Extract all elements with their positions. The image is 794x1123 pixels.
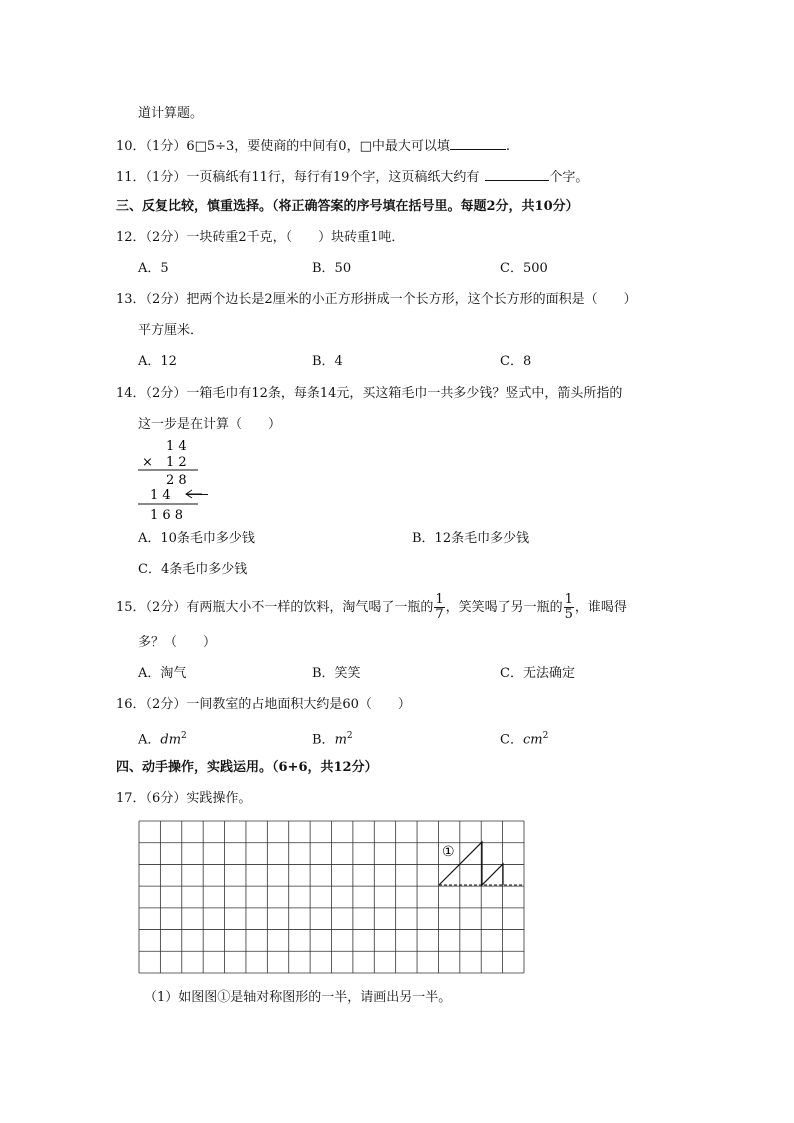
question-16: 16．（2分）一间教室的占地面积大约是60（ ）: [116, 697, 411, 712]
fraction-one-seventh: [434, 593, 444, 622]
question-15-text-b: ，笑笑喝了另一瓶的: [445, 600, 563, 615]
fraction-2-numerator: 1: [564, 592, 573, 607]
option-16-a-label: A．: [138, 732, 161, 748]
grid-lines: [139, 821, 524, 973]
exponent: 2: [181, 731, 187, 741]
unit-cm: cm: [522, 732, 543, 748]
question-15-line-1: [116, 593, 627, 623]
question-14-line-2: 这一步是在计算（ ）: [138, 417, 282, 432]
option-15-a[interactable]: A．淘气: [138, 666, 187, 681]
mult-row-1: 1 4: [166, 439, 187, 454]
fraction-1-denominator: 7: [435, 607, 444, 622]
arrow-line-ext: [186, 494, 208, 495]
option-15-c[interactable]: C．无法确定: [500, 666, 575, 681]
option-16-c[interactable]: [500, 728, 548, 748]
question-11: [116, 168, 588, 186]
option-12-b[interactable]: B．50: [312, 261, 352, 276]
option-12-a[interactable]: A．5: [138, 261, 169, 276]
option-16-c-label: C．: [500, 732, 523, 748]
question-10: [116, 137, 510, 155]
question-17: 17．（6分）实践操作。: [116, 791, 252, 806]
symmetry-grid[interactable]: [138, 820, 526, 974]
question-15-text-c: ，谁喝得: [574, 600, 627, 615]
fraction-1-numerator: 1: [435, 592, 444, 607]
question-10-text: 10．（1分）6□5÷3，要使商的中间有0，□中最大可以填: [116, 139, 450, 154]
question-15-line-2: 多？（ ）: [138, 635, 217, 650]
question-14-line-1: 14．（2分）一箱毛巾有12条，每条14元，买这箱毛巾一共多少钱？竖式中，箭头所指的: [116, 386, 623, 401]
question-10-end: .: [505, 139, 510, 154]
fraction-2-denominator: 5: [564, 607, 573, 622]
question-11-end: 个字。: [549, 170, 589, 185]
vertical-multiplication: [138, 437, 202, 523]
option-16-b[interactable]: [312, 728, 353, 748]
option-15-b[interactable]: B．笑笑: [312, 666, 361, 681]
question-13-line-1: 13．（2分）把两个边长是2厘米的小正方形拼成一个长方形，这个长方形的面积是（ ）: [116, 292, 637, 307]
section-3-heading: 三、反复比较，慎重选择。（将正确答案的序号填在括号里。每题2分，共10分）: [116, 199, 579, 214]
mult-row-2: 1 2: [166, 455, 187, 470]
question-13-line-2: 平方厘米．: [138, 323, 204, 338]
option-14-b[interactable]: B．12条毛巾多少钱: [412, 531, 530, 546]
fraction-one-fifth: [564, 593, 574, 622]
mult-row-5: 1 6 8: [150, 508, 184, 523]
mult-row-3: 2 8: [166, 473, 187, 488]
option-14-c[interactable]: C．4条毛巾多少钱: [138, 562, 248, 577]
mult-row-4: 1 4: [150, 488, 171, 503]
option-13-a[interactable]: A．12: [138, 354, 177, 369]
mult-sign: ×: [142, 455, 153, 470]
exponent: 2: [542, 731, 549, 741]
option-13-c[interactable]: C．8: [500, 354, 532, 369]
section-4-heading: 四、动手操作，实践运用。（6+6，共12分）: [116, 760, 378, 775]
question-12: 12．（2分）一块砖重2千克，（ ）块砖重1吨．: [116, 230, 405, 245]
option-13-b[interactable]: B．4: [312, 354, 343, 369]
line-continuation: 道计算题。: [138, 106, 204, 121]
answer-blank-11[interactable]: [485, 168, 549, 181]
unit-dm: dm: [160, 732, 182, 748]
answer-blank-10[interactable]: [450, 137, 506, 150]
question-11-text: 11．（1分）一页稿纸有11行，每行有19个字，这页稿纸大约有: [116, 170, 480, 185]
option-16-b-label: B．: [312, 732, 335, 748]
question-15-text-a: 15．（2分）有两瓶大小不一样的饮料，淘气喝了一瓶的: [116, 600, 434, 615]
unit-m: m: [334, 732, 347, 748]
exponent: 2: [346, 731, 353, 741]
question-17-part-1: （1）如图图①是轴对称图形的一半，请画出另一半。: [144, 990, 452, 1005]
figure-label: ①: [442, 844, 455, 860]
option-16-a[interactable]: [138, 728, 187, 748]
option-14-a[interactable]: A．10条毛巾多少钱: [138, 531, 255, 546]
option-12-c[interactable]: C．500: [500, 261, 548, 276]
